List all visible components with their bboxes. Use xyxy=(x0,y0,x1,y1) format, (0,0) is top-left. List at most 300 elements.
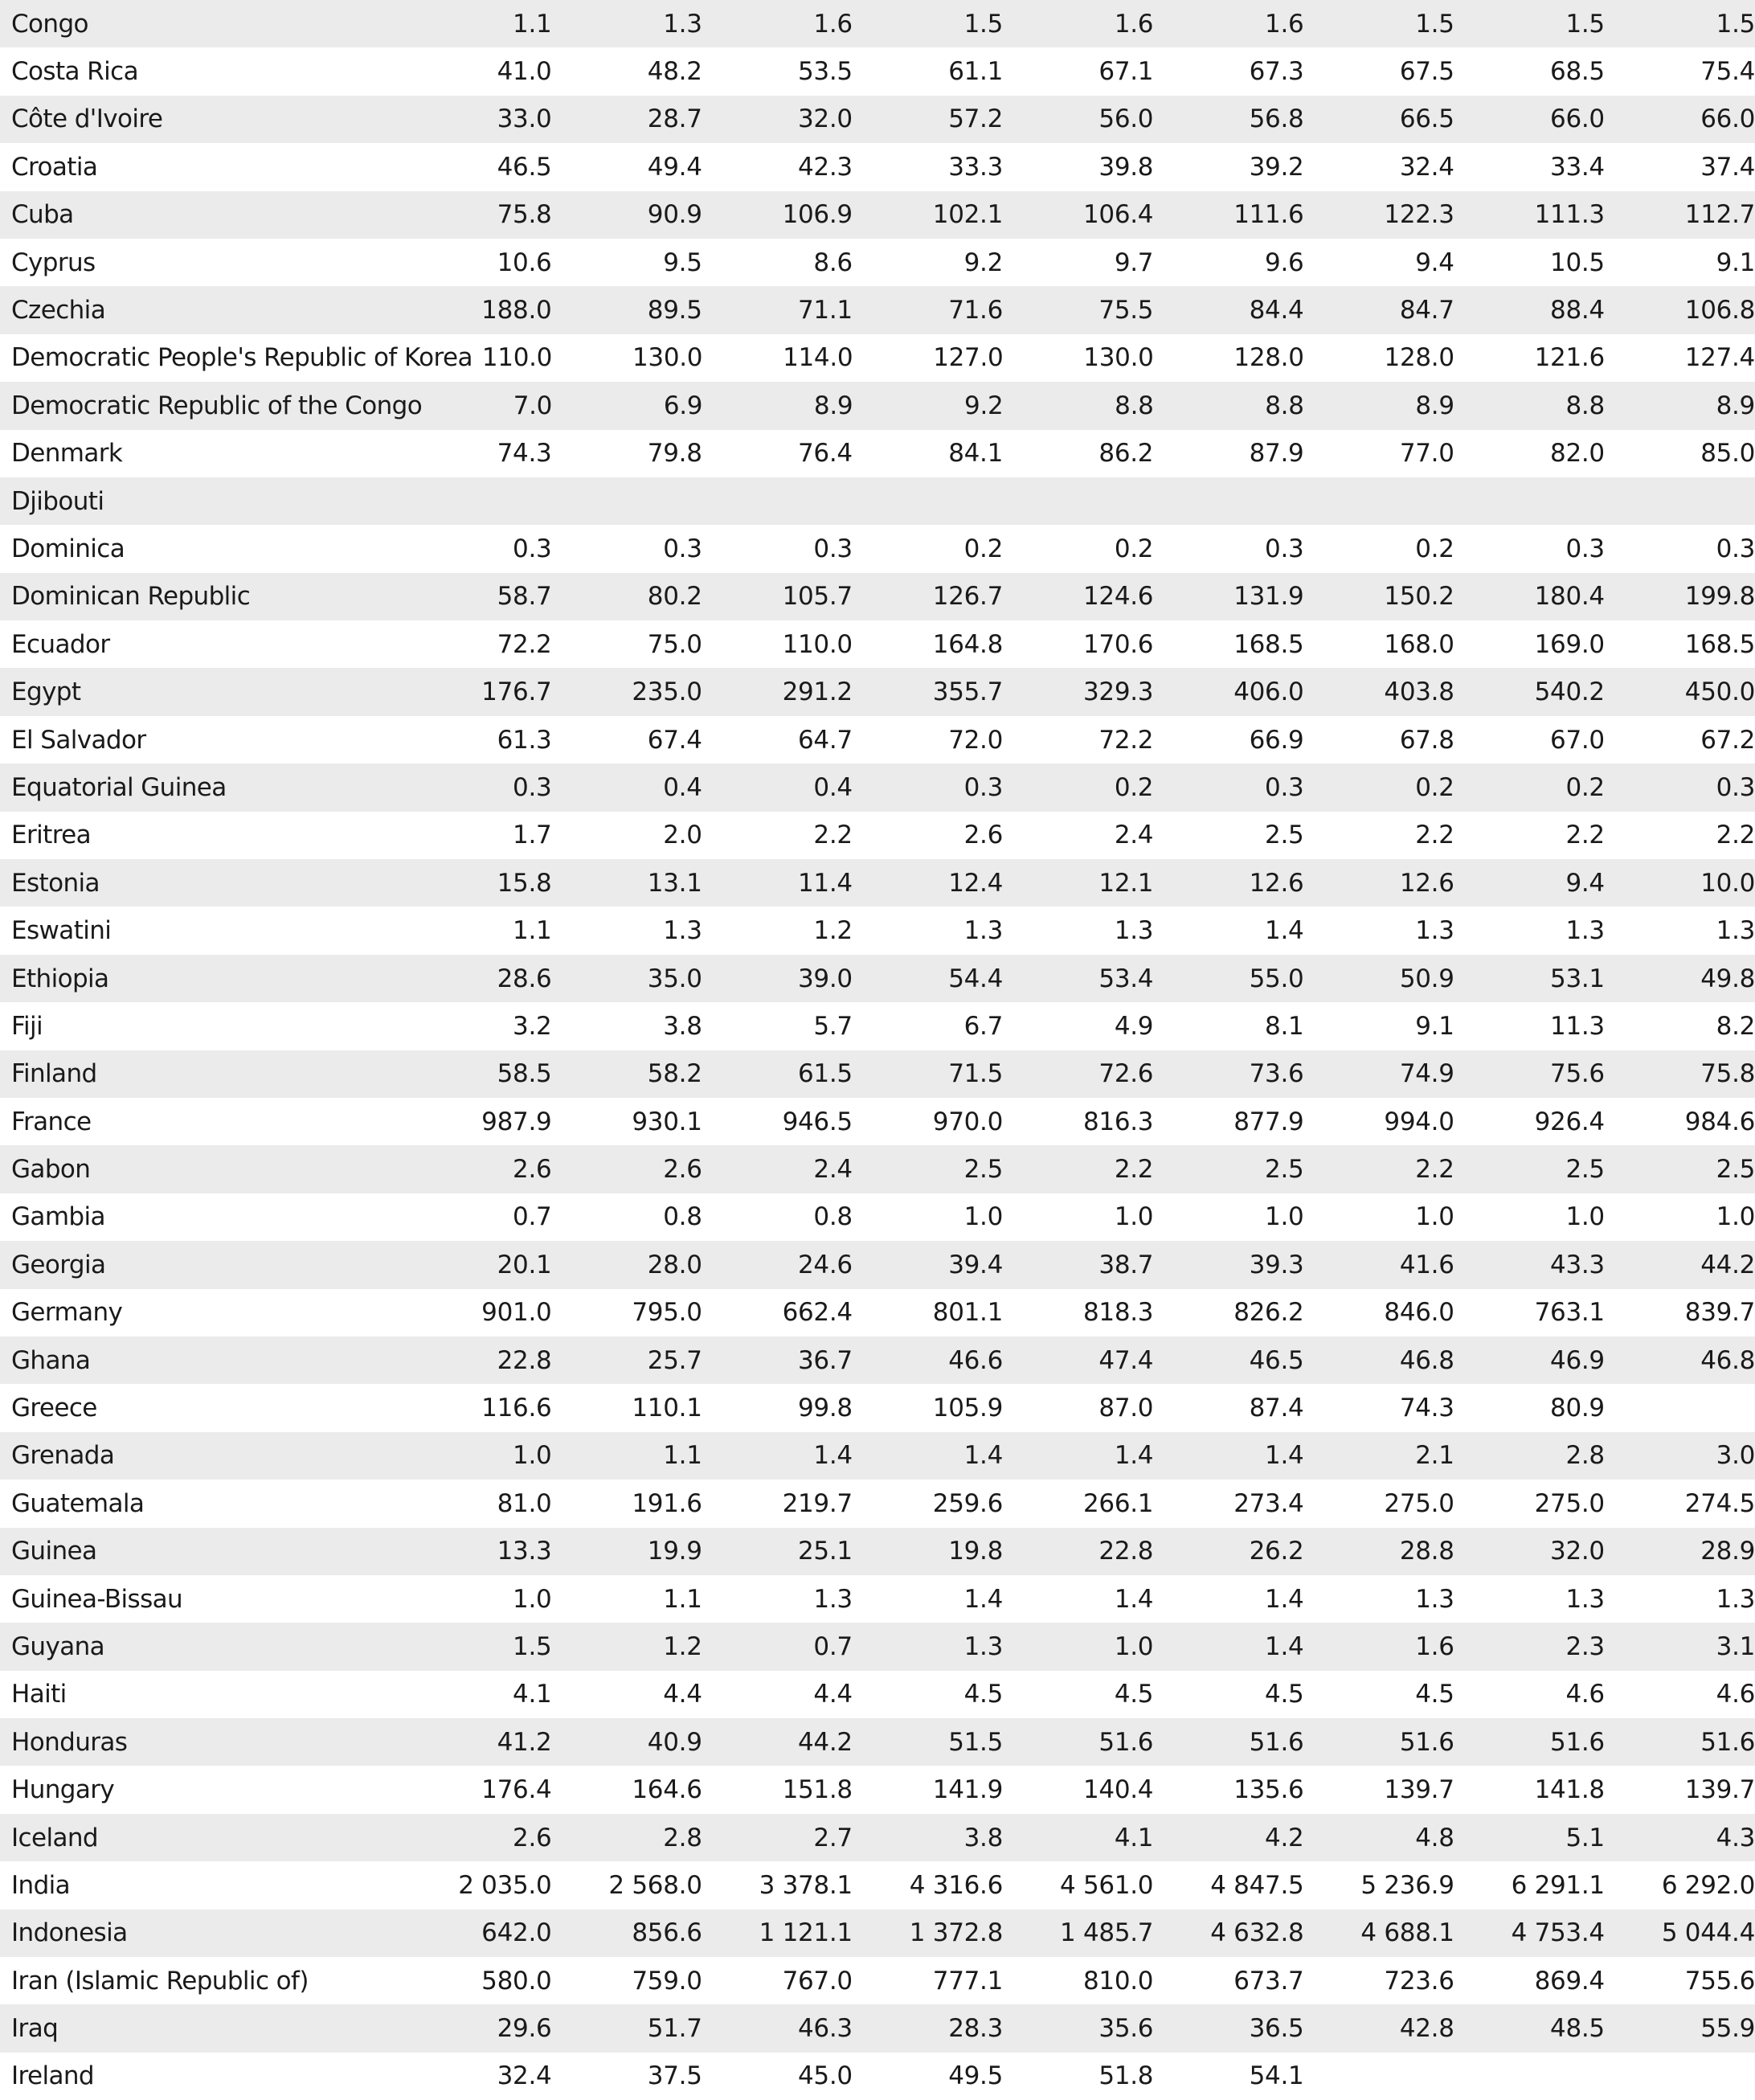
value-cell: 5 236.9 xyxy=(1360,1870,1454,1900)
country-cell: El Salvador xyxy=(11,725,146,755)
value-cell: 46.5 xyxy=(1249,1345,1304,1375)
value-cell: 2.2 xyxy=(1415,1155,1454,1185)
value-cell: 64.7 xyxy=(798,725,853,755)
country-cell: Guatemala xyxy=(11,1488,145,1518)
value-cell: 58.7 xyxy=(497,582,552,612)
value-cell: 810.0 xyxy=(1082,1966,1154,1996)
value-cell: 51.7 xyxy=(647,2014,702,2044)
value-cell: 130.0 xyxy=(632,343,703,373)
value-cell: 2.2 xyxy=(1114,1155,1154,1185)
value-cell: 5.7 xyxy=(813,1011,853,1041)
value-cell: 10.6 xyxy=(497,248,552,277)
value-cell: 42.3 xyxy=(798,152,853,182)
value-cell: 67.3 xyxy=(1249,57,1304,87)
value-cell: 90.9 xyxy=(647,200,702,230)
value-cell: 71.1 xyxy=(798,296,853,325)
value-cell: 450.0 xyxy=(1684,677,1755,707)
value-cell: 1.1 xyxy=(513,916,552,946)
value-cell: 1.2 xyxy=(663,1631,702,1661)
value-cell: 4 316.6 xyxy=(909,1870,1004,1900)
value-cell: 6.9 xyxy=(663,391,703,420)
value-cell: 141.9 xyxy=(932,1775,1004,1805)
value-cell: 0.2 xyxy=(1114,534,1154,563)
value-cell: 24.6 xyxy=(798,1250,853,1279)
value-cell: 10.5 xyxy=(1550,248,1605,277)
value-cell: 755.6 xyxy=(1684,1966,1755,1996)
value-cell: 0.3 xyxy=(963,772,1004,802)
value-cell: 151.8 xyxy=(782,1775,853,1805)
value-cell: 1.3 xyxy=(1415,1584,1454,1614)
value-cell: 8.9 xyxy=(1716,391,1755,420)
country-cell: Indonesia xyxy=(11,1918,128,1948)
value-cell: 946.5 xyxy=(782,1107,853,1136)
value-cell: 141.8 xyxy=(1534,1775,1605,1805)
value-cell: 8.6 xyxy=(813,248,853,277)
value-cell: 1.6 xyxy=(1114,9,1154,39)
value-cell: 1.0 xyxy=(1265,1202,1304,1232)
table-row xyxy=(0,1241,1755,1288)
value-cell: 84.1 xyxy=(948,439,1004,469)
value-cell: 1.3 xyxy=(663,916,702,946)
value-cell: 759.0 xyxy=(632,1966,702,1996)
country-cell: Hungary xyxy=(11,1775,115,1805)
value-cell: 0.2 xyxy=(1114,772,1154,802)
value-cell: 111.6 xyxy=(1233,200,1304,230)
table-row xyxy=(0,620,1755,668)
value-cell: 46.6 xyxy=(948,1345,1004,1375)
value-cell: 77.0 xyxy=(1399,439,1454,469)
table-row xyxy=(0,573,1755,620)
table-row xyxy=(0,1098,1755,1145)
value-cell: 4.6 xyxy=(1716,1680,1755,1709)
value-cell: 1.1 xyxy=(663,1441,702,1471)
value-cell: 12.1 xyxy=(1098,868,1154,898)
country-cell: Fiji xyxy=(11,1011,43,1041)
value-cell: 84.4 xyxy=(1249,296,1304,325)
value-cell: 9.1 xyxy=(1716,248,1755,277)
value-cell: 767.0 xyxy=(782,1966,853,1996)
value-cell: 2.6 xyxy=(963,821,1004,850)
value-cell: 28.8 xyxy=(1399,1537,1454,1566)
table-row xyxy=(0,668,1755,715)
value-cell: 2.4 xyxy=(813,1155,853,1185)
value-cell: 66.0 xyxy=(1550,104,1605,134)
value-cell: 33.0 xyxy=(497,104,552,134)
value-cell: 105.9 xyxy=(932,1394,1004,1423)
value-cell: 1.6 xyxy=(1265,9,1304,39)
value-cell: 67.4 xyxy=(647,725,702,755)
table-row xyxy=(0,96,1755,143)
value-cell: 2.5 xyxy=(963,1155,1004,1185)
value-cell: 9.2 xyxy=(964,391,1004,420)
value-cell: 1.4 xyxy=(1265,1584,1304,1614)
value-cell: 130.0 xyxy=(1083,343,1154,373)
value-cell: 72.0 xyxy=(948,725,1004,755)
value-cell: 128.0 xyxy=(1233,343,1304,373)
value-cell: 2 568.0 xyxy=(608,1870,702,1900)
value-cell: 4 753.4 xyxy=(1511,1918,1605,1948)
value-cell: 37.5 xyxy=(647,2061,702,2091)
country-cell: Democratic Republic of the Congo xyxy=(11,391,423,420)
value-cell: 291.2 xyxy=(782,677,853,707)
value-cell: 49.8 xyxy=(1700,964,1755,993)
country-cell: Germany xyxy=(11,1298,123,1328)
table-row xyxy=(0,859,1755,907)
value-cell: 67.8 xyxy=(1399,725,1454,755)
value-cell: 29.6 xyxy=(497,2014,552,2044)
table-row xyxy=(0,143,1755,190)
value-cell: 26.2 xyxy=(1249,1537,1304,1566)
value-cell: 1.0 xyxy=(963,1202,1004,1232)
value-cell: 39.8 xyxy=(1098,152,1154,182)
value-cell: 0.3 xyxy=(1716,534,1755,563)
table-row xyxy=(0,1337,1755,1384)
value-cell: 72.2 xyxy=(1098,725,1154,755)
table-row xyxy=(0,334,1755,382)
value-cell: 71.5 xyxy=(948,1059,1004,1089)
table-row xyxy=(0,1384,1755,1431)
value-cell: 168.0 xyxy=(1384,629,1454,659)
value-cell: 79.8 xyxy=(647,439,702,469)
value-cell: 930.1 xyxy=(632,1107,702,1136)
value-cell: 121.6 xyxy=(1534,343,1605,373)
value-cell: 1.0 xyxy=(1716,1202,1755,1232)
value-cell: 926.4 xyxy=(1534,1107,1605,1136)
value-cell: 723.6 xyxy=(1384,1966,1454,1996)
table-row xyxy=(0,191,1755,239)
value-cell: 61.3 xyxy=(497,725,552,755)
value-cell: 67.2 xyxy=(1700,725,1755,755)
value-cell: 9.4 xyxy=(1565,868,1605,898)
value-cell: 1.3 xyxy=(813,1584,853,1614)
value-cell: 106.4 xyxy=(1082,200,1154,230)
value-cell: 13.1 xyxy=(647,868,702,898)
country-cell: Grenada xyxy=(11,1441,115,1471)
value-cell: 41.6 xyxy=(1399,1250,1454,1279)
value-cell: 41.2 xyxy=(497,1727,552,1757)
value-cell: 984.6 xyxy=(1684,1107,1755,1136)
value-cell: 0.3 xyxy=(813,534,853,563)
country-cell: Denmark xyxy=(11,439,123,469)
value-cell: 2.6 xyxy=(513,1155,552,1185)
value-cell: 1.4 xyxy=(1265,1631,1304,1661)
value-cell: 275.0 xyxy=(1534,1488,1605,1518)
country-cell: Ethiopia xyxy=(11,964,109,993)
value-cell: 1.0 xyxy=(513,1584,552,1614)
value-cell: 51.6 xyxy=(1700,1727,1755,1757)
table-row xyxy=(0,1814,1755,1861)
value-cell: 1.2 xyxy=(813,916,853,946)
value-cell: 4 688.1 xyxy=(1360,1918,1454,1948)
table-row xyxy=(0,1623,1755,1670)
value-cell: 2.4 xyxy=(1114,821,1154,850)
value-cell: 51.6 xyxy=(1098,1727,1154,1757)
value-cell: 0.7 xyxy=(513,1202,552,1232)
value-cell: 105.7 xyxy=(782,582,853,612)
value-cell: 76.4 xyxy=(798,439,853,469)
country-cell: Dominican Republic xyxy=(11,582,251,612)
value-cell: 25.7 xyxy=(647,1345,702,1375)
value-cell: 2.8 xyxy=(1565,1441,1605,1471)
value-cell: 2.2 xyxy=(1716,821,1755,850)
value-cell: 970.0 xyxy=(932,1107,1004,1136)
table-row xyxy=(0,1957,1755,2004)
value-cell: 1.4 xyxy=(1265,1441,1304,1471)
value-cell: 8.9 xyxy=(813,391,853,420)
value-cell: 53.5 xyxy=(798,57,853,87)
value-cell: 3.1 xyxy=(1716,1631,1755,1661)
value-cell: 89.5 xyxy=(647,296,702,325)
value-cell: 68.5 xyxy=(1550,57,1605,87)
value-cell: 0.4 xyxy=(813,772,853,802)
value-cell: 39.3 xyxy=(1249,1250,1304,1279)
value-cell: 4.6 xyxy=(1565,1680,1605,1709)
value-cell: 1.6 xyxy=(1415,1631,1454,1661)
value-cell: 7.0 xyxy=(513,391,553,420)
value-cell: 580.0 xyxy=(481,1966,552,1996)
table-row xyxy=(0,1671,1755,1718)
country-cell: Cyprus xyxy=(11,248,96,277)
value-cell: 110.0 xyxy=(782,629,853,659)
table-row xyxy=(0,1861,1755,1909)
value-cell: 19.9 xyxy=(647,1537,702,1566)
value-cell: 102.1 xyxy=(932,200,1004,230)
value-cell: 0.3 xyxy=(1565,534,1605,563)
value-cell: 110.1 xyxy=(632,1394,702,1423)
value-cell: 46.8 xyxy=(1399,1345,1454,1375)
table-row xyxy=(0,1432,1755,1480)
country-cell: Dominica xyxy=(11,534,125,563)
value-cell: 39.4 xyxy=(948,1250,1004,1279)
value-cell: 0.7 xyxy=(813,1631,853,1661)
value-cell: 25.1 xyxy=(798,1537,853,1566)
country-cell: Honduras xyxy=(11,1727,128,1757)
value-cell: 54.4 xyxy=(948,964,1004,993)
value-cell: 67.5 xyxy=(1399,57,1454,87)
value-cell: 32.0 xyxy=(798,104,853,134)
value-cell: 8.9 xyxy=(1415,391,1454,420)
country-cell: Eswatini xyxy=(11,916,112,946)
table-row xyxy=(0,716,1755,763)
value-cell: 86.2 xyxy=(1098,439,1154,469)
country-cell: India xyxy=(11,1870,71,1900)
country-cell: Democratic People's Republic of Korea xyxy=(11,343,472,373)
value-cell: 42.8 xyxy=(1399,2014,1454,2044)
value-cell: 22.8 xyxy=(1098,1537,1154,1566)
value-cell: 58.2 xyxy=(647,1059,702,1089)
value-cell: 49.4 xyxy=(647,152,702,182)
value-cell: 48.2 xyxy=(647,57,702,87)
value-cell: 8.8 xyxy=(1265,391,1304,420)
country-cell: Estonia xyxy=(11,868,100,898)
value-cell: 28.0 xyxy=(647,1250,702,1279)
value-cell: 57.2 xyxy=(948,104,1004,134)
table-row xyxy=(0,955,1755,1002)
value-cell: 28.6 xyxy=(497,964,552,993)
value-cell: 72.6 xyxy=(1098,1059,1154,1089)
value-cell: 673.7 xyxy=(1233,1966,1304,1996)
value-cell: 0.2 xyxy=(963,534,1004,563)
value-cell: 127.4 xyxy=(1684,343,1755,373)
value-cell: 2 035.0 xyxy=(458,1870,552,1900)
value-cell: 1.3 xyxy=(663,9,702,39)
value-cell: 12.4 xyxy=(948,868,1004,898)
value-cell: 9.5 xyxy=(663,248,702,277)
value-cell: 168.5 xyxy=(1684,629,1755,659)
value-cell: 85.0 xyxy=(1700,439,1755,469)
value-cell: 84.7 xyxy=(1399,296,1454,325)
table-row xyxy=(0,907,1755,954)
value-cell: 111.3 xyxy=(1534,200,1605,230)
value-cell: 81.0 xyxy=(497,1488,552,1518)
value-cell: 12.6 xyxy=(1399,868,1454,898)
value-cell: 2.6 xyxy=(663,1155,702,1185)
value-cell: 46.3 xyxy=(798,2014,853,2044)
value-cell: 2.5 xyxy=(1716,1155,1755,1185)
value-cell: 5.1 xyxy=(1565,1823,1605,1852)
country-cell: Ireland xyxy=(11,2061,95,2091)
value-cell: 2.0 xyxy=(663,821,702,850)
value-cell: 82.0 xyxy=(1550,439,1605,469)
value-cell: 259.6 xyxy=(932,1488,1004,1518)
value-cell: 403.8 xyxy=(1384,677,1454,707)
country-cell: Guinea-Bissau xyxy=(11,1584,183,1614)
value-cell: 53.4 xyxy=(1098,964,1154,993)
value-cell: 11.3 xyxy=(1550,1011,1605,1041)
value-cell: 1.6 xyxy=(813,9,853,39)
value-cell: 846.0 xyxy=(1384,1298,1454,1328)
value-cell: 116.6 xyxy=(481,1394,552,1423)
value-cell: 275.0 xyxy=(1384,1488,1454,1518)
value-cell: 8.8 xyxy=(1565,391,1605,420)
table-row xyxy=(0,1193,1755,1241)
value-cell: 176.4 xyxy=(481,1775,552,1805)
value-cell: 2.5 xyxy=(1565,1155,1605,1185)
value-cell: 32.4 xyxy=(1399,152,1454,182)
value-cell: 74.9 xyxy=(1399,1059,1454,1089)
value-cell: 15.8 xyxy=(497,868,552,898)
value-cell: 4.4 xyxy=(663,1680,702,1709)
value-cell: 124.6 xyxy=(1082,582,1154,612)
table-row xyxy=(0,1718,1755,1766)
value-cell: 37.4 xyxy=(1700,152,1755,182)
value-cell: 28.3 xyxy=(948,2014,1004,2044)
value-cell: 67.1 xyxy=(1098,57,1154,87)
value-cell: 4.5 xyxy=(1114,1680,1154,1709)
value-cell: 8.1 xyxy=(1265,1011,1304,1041)
value-cell: 61.1 xyxy=(948,57,1004,87)
value-cell: 777.1 xyxy=(932,1966,1004,1996)
value-cell: 4.3 xyxy=(1716,1823,1755,1852)
value-cell: 1 485.7 xyxy=(1060,1918,1154,1948)
value-cell: 642.0 xyxy=(481,1918,552,1948)
value-cell: 274.5 xyxy=(1684,1488,1755,1518)
value-cell: 4.5 xyxy=(1415,1680,1454,1709)
value-cell: 1.3 xyxy=(963,1631,1004,1661)
value-cell: 75.8 xyxy=(497,200,552,230)
value-cell: 1.3 xyxy=(1415,916,1454,946)
value-cell: 4 847.5 xyxy=(1210,1870,1304,1900)
value-cell: 36.7 xyxy=(798,1345,853,1375)
value-cell: 49.5 xyxy=(948,2061,1004,2091)
country-cell: Equatorial Guinea xyxy=(11,772,227,802)
table-row xyxy=(0,1289,1755,1337)
table-row xyxy=(0,1575,1755,1623)
value-cell: 9.1 xyxy=(1415,1011,1454,1041)
value-cell: 45.0 xyxy=(798,2061,853,2091)
value-cell: 87.0 xyxy=(1098,1394,1154,1423)
value-cell: 801.1 xyxy=(932,1298,1004,1328)
value-cell: 540.2 xyxy=(1534,677,1605,707)
table-row xyxy=(0,812,1755,859)
value-cell: 1.3 xyxy=(1565,916,1605,946)
value-cell: 46.5 xyxy=(497,152,552,182)
value-cell: 164.8 xyxy=(932,629,1004,659)
table-row xyxy=(0,1910,1755,1957)
value-cell: 33.3 xyxy=(948,152,1004,182)
value-cell: 1.5 xyxy=(1415,9,1454,39)
value-cell: 40.9 xyxy=(647,1727,702,1757)
value-cell: 51.6 xyxy=(1249,1727,1304,1757)
value-cell: 763.1 xyxy=(1534,1298,1605,1328)
table-row xyxy=(0,0,1755,47)
value-cell: 4.9 xyxy=(1114,1011,1154,1041)
value-cell: 1 121.1 xyxy=(759,1918,853,1948)
value-cell: 1.4 xyxy=(1114,1584,1154,1614)
value-cell: 3.0 xyxy=(1716,1441,1755,1471)
value-cell: 2.7 xyxy=(813,1823,853,1852)
value-cell: 56.0 xyxy=(1098,104,1154,134)
value-cell: 164.6 xyxy=(632,1775,702,1805)
country-cell: Iceland xyxy=(11,1823,98,1852)
value-cell: 1.4 xyxy=(1265,916,1304,946)
country-cell: Congo xyxy=(11,9,88,39)
value-cell: 75.6 xyxy=(1550,1059,1605,1089)
value-cell: 987.9 xyxy=(481,1107,552,1136)
country-cell: Greece xyxy=(11,1394,97,1423)
value-cell: 0.3 xyxy=(1716,772,1755,802)
country-cell: Eritrea xyxy=(11,821,92,850)
value-cell: 128.0 xyxy=(1384,343,1454,373)
value-cell: 87.4 xyxy=(1249,1394,1304,1423)
value-cell: 36.5 xyxy=(1249,2014,1304,2044)
value-cell: 1.7 xyxy=(513,821,552,850)
value-cell: 61.5 xyxy=(798,1059,853,1089)
value-cell: 9.7 xyxy=(1114,248,1154,277)
value-cell: 1.0 xyxy=(1415,1202,1454,1232)
value-cell: 51.6 xyxy=(1550,1727,1605,1757)
value-cell: 9.2 xyxy=(963,248,1004,277)
value-cell: 2.8 xyxy=(663,1823,702,1852)
value-cell: 1.3 xyxy=(1114,916,1154,946)
value-cell: 51.6 xyxy=(1399,1727,1454,1757)
value-cell: 54.1 xyxy=(1249,2061,1304,2091)
value-cell: 3.8 xyxy=(963,1823,1004,1852)
value-cell: 406.0 xyxy=(1233,677,1304,707)
country-cell: Haiti xyxy=(11,1680,67,1709)
value-cell: 2.1 xyxy=(1415,1441,1454,1471)
value-cell: 75.5 xyxy=(1098,296,1154,325)
value-cell: 0.2 xyxy=(1415,534,1454,563)
value-cell: 1.3 xyxy=(1565,1584,1605,1614)
value-cell: 0.3 xyxy=(663,534,702,563)
value-cell: 4 632.8 xyxy=(1210,1918,1304,1948)
country-cell: Ecuador xyxy=(11,629,110,659)
value-cell: 170.6 xyxy=(1082,629,1154,659)
value-cell: 1.5 xyxy=(513,1631,552,1661)
table-row xyxy=(0,2004,1755,2052)
value-cell: 55.9 xyxy=(1700,2014,1755,2044)
